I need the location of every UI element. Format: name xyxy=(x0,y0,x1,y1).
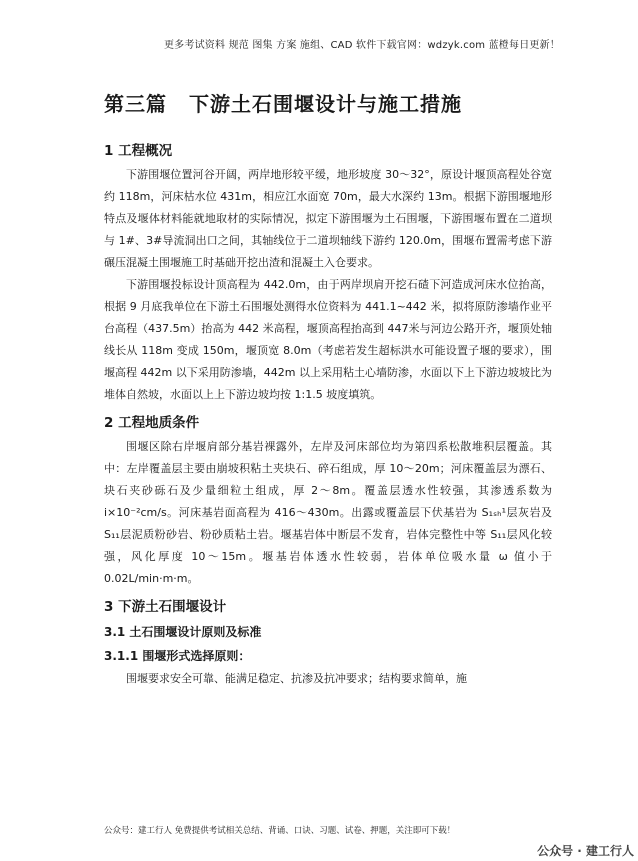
section-3-heading: 3 下游土石围堰设计 xyxy=(104,599,227,615)
section-1-paragraph-1: 下游围堰位置河谷开阔，两岸地形较平缓，地形坡度 30～32°，原设计堰顶高程处谷宽约 118m，河床枯水位 431m，相应江水面宽 70m，最大水深约 13m。根据下游围堰地形特点及堰体材料能就地取材的实际情况，拟定下游围堰为土石围堰，下游围堰布置在二道坝与 1#、3#导流洞出口之间，其轴线位于二道坝轴线下游约 120.0m，围堰布置需考虑下游碾压混凝土围堰施工时基础开挖出渣和混凝土入仓要求。 xyxy=(104,168,552,269)
header-note: 更多考试资料 规范 图集 方案 施组、CAD 软件下载官网：wdzyk.com 蓝橙每日更新！ xyxy=(163,40,560,51)
footer-watermark: 公众号 · 建工行人 xyxy=(537,844,634,858)
section-1-paragraph-2: 下游围堰投标设计顶高程为 442.0m，由于两岸坝肩开挖石碴下河造成河床水位抬高，根据 9 月底我单位在下游土石围堰处测得水位资料为 441.1~442 米，拟将原防渗墙作业平台高程（437.5m）抬高为 442 米高程，堰顶高程抬高到 447米与河边公路开齐，堰顶处轴线长从 118m 变成 150m，堰顶宽 8.0m（考虑若发生超标洪水可能设置子堰的要求），围堰高程 442m 以下采用防渗墙，442m 以上采用粘土心墙防渗，水面以下上下游边坡坡比为堆体自然坡，水面以上上下游边坡均按 1:1.5 坡度填筑。 xyxy=(104,278,552,401)
section-3-1-heading: 3.1 土石围堰设计原则及标准 xyxy=(104,625,262,639)
title-text: 下游土石围堰设计与施工措施 xyxy=(189,92,462,116)
page-title xyxy=(104,88,462,117)
section-3-paragraph-1: 围堰要求安全可靠、能满足稳定、抗渗及抗冲要求；结构要求简单，施 xyxy=(126,672,467,685)
section-1-heading: 1 工程概况 xyxy=(104,143,173,159)
footer-note: 公众号：建工行人 免费提供考试相关总结、背诵、口诀、习题、试卷、押题，关注即可下载！ xyxy=(104,826,456,836)
document-body xyxy=(104,138,552,690)
section-2-paragraph-1: 围堰区除右岸堰肩部分基岩裸露外，左岸及河床部位均为第四系松散堆积层覆盖。其中：左岸覆盖层主要由崩坡积粘土夹块石、碎石组成，厚 10～20m；河床覆盖层为漂石、块石夹砂砾石及少量细粒土组成，厚 2～8m。覆盖层透水性较强，其渗透系数为 i×10⁻²cm/s。河床基岩面高程为 416～430m。出露或覆盖层下伏基岩为 S₁ₛₕ¹层灰岩及 S₁₁层泥质粉砂岩、粉砂质粘土岩。堰基岩体中断层不发育，岩体完整性中等 S₁₁层风化较强，风化厚度 10～15m。堰基岩体透水性较弱，岩体单位吸水量 ω 值小于 0.02L/min·m·m。 xyxy=(104,440,552,585)
title-part: 第三篇 xyxy=(104,92,167,116)
section-3-1-1-heading: 3.1.1 围堰形式选择原则： xyxy=(104,649,251,663)
section-2-heading: 2 工程地质条件 xyxy=(104,415,200,431)
